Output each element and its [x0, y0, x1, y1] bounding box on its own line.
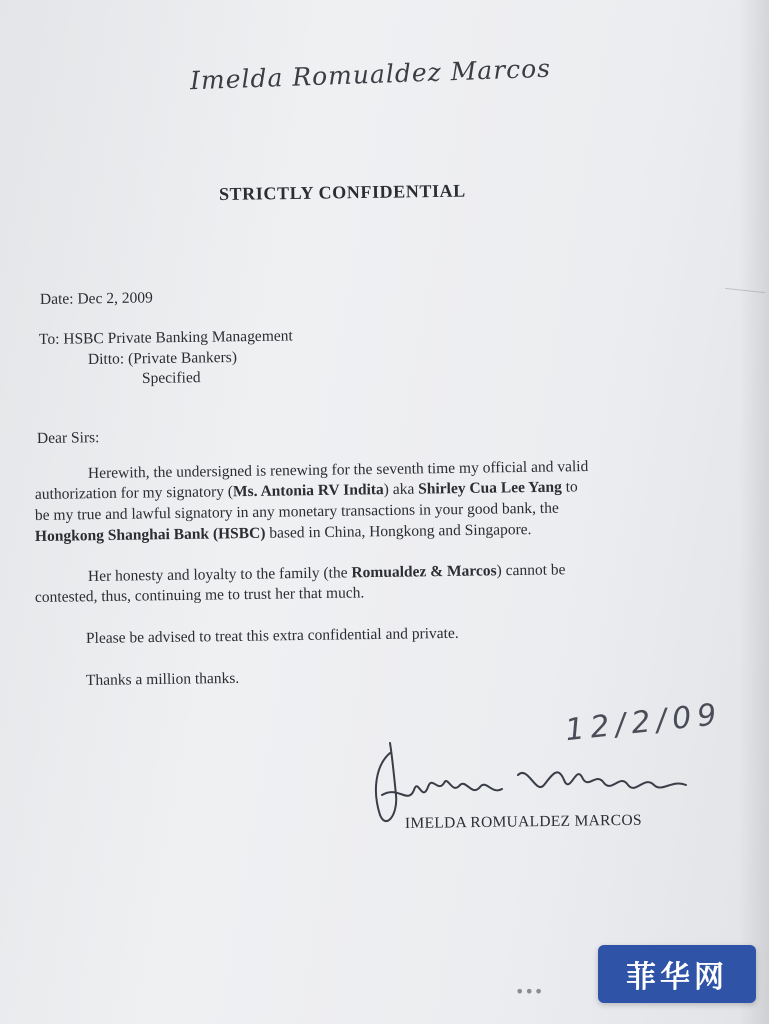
body-line: [88, 561, 566, 586]
family-name: Romualdez & Marcos: [351, 562, 497, 582]
recipient-ditto: Ditto: (Private Bankers): [87, 348, 238, 368]
date-line: Date: Dec 2, 2009: [39, 289, 153, 308]
handwritten-date: 12/2/09: [563, 696, 725, 749]
body-line: contested, thus, continuing me to trust her that much.: [34, 584, 365, 606]
signatory-name: Ms. Antonia RV Indita: [232, 481, 384, 501]
body-line: Herewith, the undersigned is renewing for the seventh time my official and valid: [87, 458, 589, 482]
body-text: to: [561, 478, 578, 496]
paper-edge-shadow: [739, 0, 769, 1024]
body-text: authorization for my signatory (: [34, 483, 234, 503]
recipient-to: To: HSBC Private Banking Management: [38, 327, 293, 348]
body-line: [35, 521, 532, 546]
body-text: ) cannot be: [496, 561, 566, 580]
body-line: Please be advised to treat this extra confidential and private.: [85, 624, 459, 647]
signatory-alias: Shirley Cua Lee Yang: [418, 478, 562, 498]
letterhead-script: Imelda Romualdez Marcos: [189, 53, 552, 96]
page-title: STRICTLY CONFIDENTIAL: [218, 180, 466, 204]
recipient-specified: Specified: [141, 369, 201, 387]
body-text: ) aka: [383, 480, 419, 499]
bank-name: Hongkong Shanghai Bank (HSBC): [34, 524, 266, 545]
body-text: Her honesty and loyalty to the family (the: [87, 564, 352, 585]
watermark-bubble-icon: •••: [515, 982, 544, 1001]
body-text: based in China, Hongkong and Singapore.: [265, 521, 532, 542]
closing-line: Thanks a million thanks.: [85, 669, 240, 689]
watermark-logo: 菲华网: [598, 945, 756, 1003]
signatory-printed-name: IMELDA ROMUALDEZ MARCOS: [404, 811, 642, 832]
body-line: be my true and lawful signatory in any monetary transactions in your good bank, the: [34, 499, 559, 524]
salutation: Dear Sirs:: [36, 429, 100, 447]
